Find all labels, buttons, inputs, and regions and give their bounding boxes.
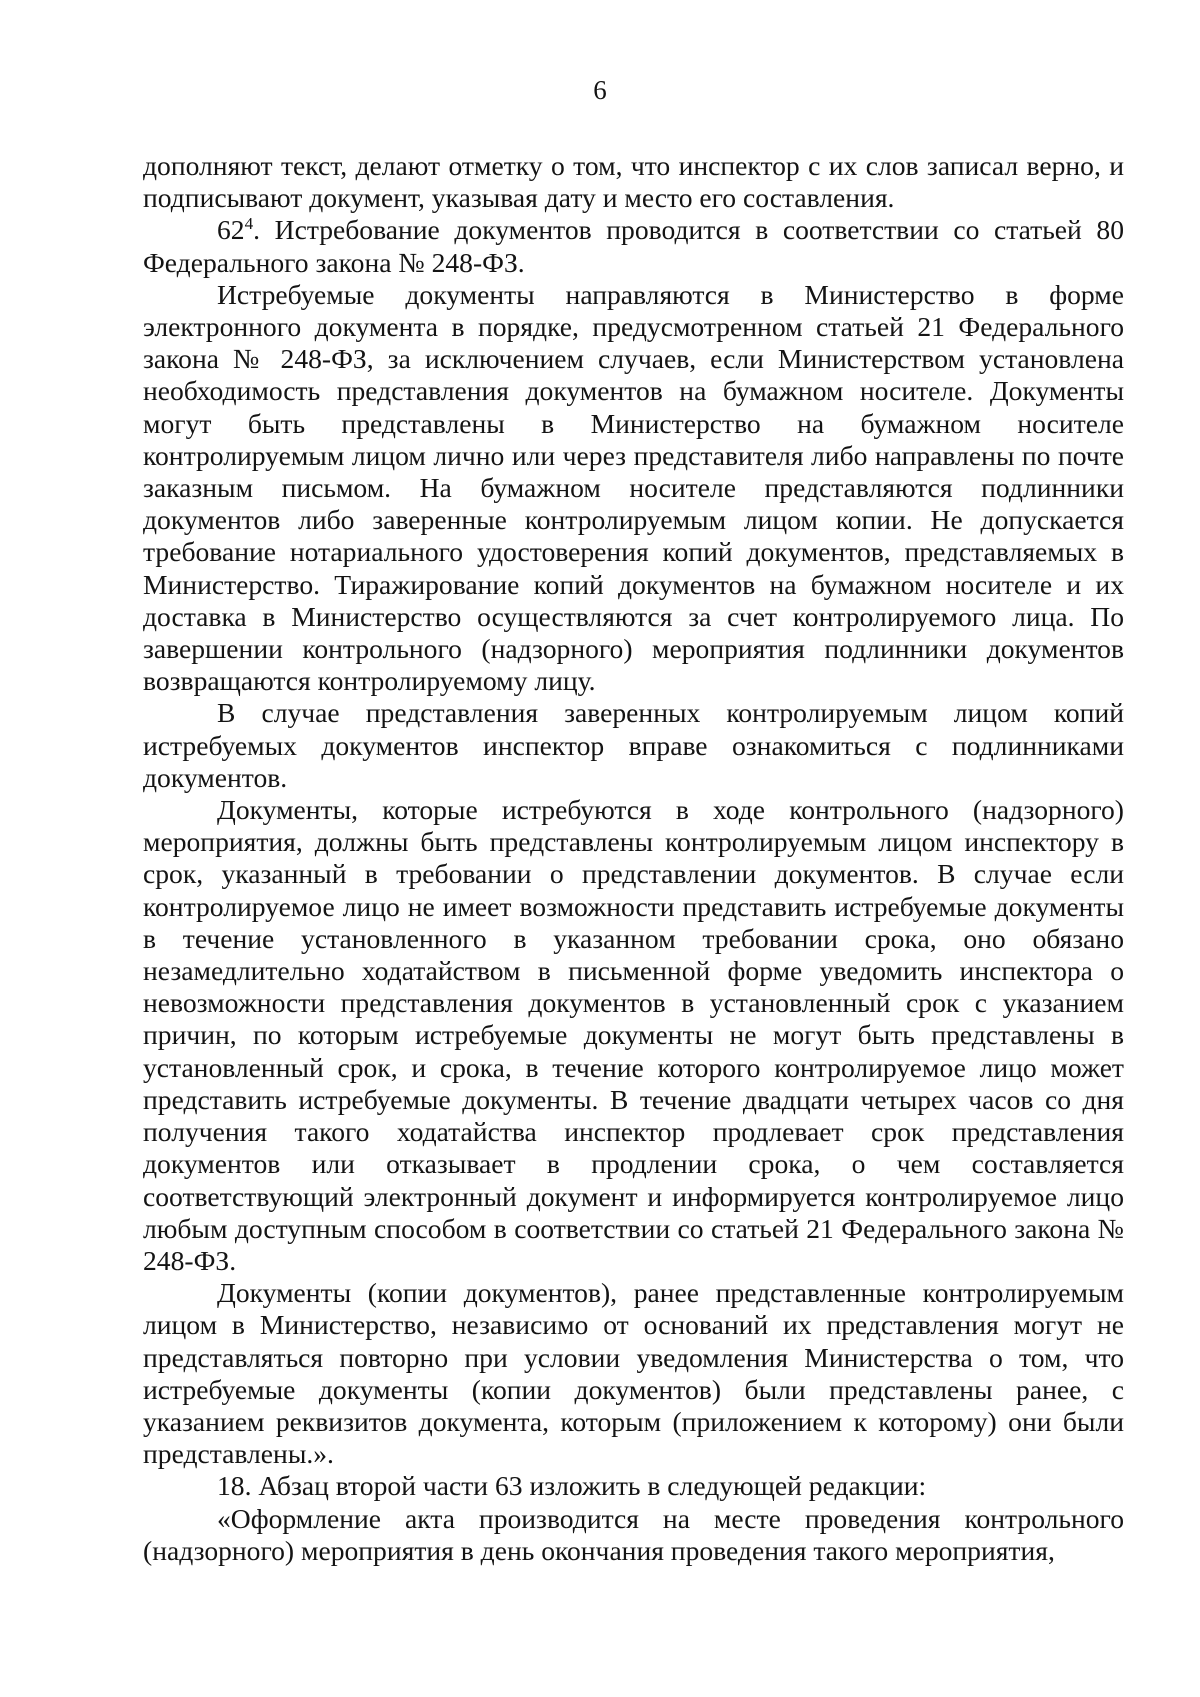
clause-number: 62 (217, 214, 245, 246)
paragraph-act-registration: «Оформление акта производится на месте проведения контрольного (надзорного) мероприятия в день окончания проведения такого мероприятия, (143, 1502, 1124, 1566)
paragraph-item-18: 18. Абзац второй части 63 изложить в следующей редакции: (217, 1470, 927, 1502)
paragraph-continuation: дополняют текст, делают отметку о том, что инспектор с их слов записал верно, и подписывают документ, указывая дату и место его составления. (143, 150, 1124, 214)
clause-text: . Истребование документов проводится в соответствии со статьей 80 Федерального закона № 248-ФЗ. (143, 214, 1124, 278)
paragraph-submission-deadline: Документы, которые истребуются в ходе контрольного (надзорного) мероприятия, должны быть представлены контролируемым лицом инспектору в срок, указанный в требовании о представлении документов. В случае если контролируемое лицо не имеет возможности представить истребуемые документы в течение установленного в указанном требовании срока, оно обязано незамедлительно ходатайством в письменной форме уведомить инспектора о невозможности представления документов в установленный срок с указанием причин, по которым истребуемые документы не могут быть представлены в установленный срок, и срока, в течение которого контролируемое лицо может представить истребуемые документы. В течение двадцати четырех часов со дня получения такого ходатайства инспектор продлевает срок представления документов или отказывает в продлении срока, о чем составляется соответствующий электронный документ и информируется контролируемое лицо любым доступным способом в соответствии со статьей 21 Федерального закона № 248-ФЗ. (143, 794, 1124, 1276)
paragraph-previously-submitted: Документы (копии документов), ранее представленные контролируемым лицом в Министерство, независимо от оснований их представления могут не представляться повторно при условии уведомления Министерства о том, что истребуемые документы (копии документов) были представлены ранее, с указанием реквизитов документа, которым (приложением к которому) они были представлены.». (143, 1277, 1124, 1470)
paragraph-requested-documents: Истребуемые документы направляются в Министерство в форме электронного документа в порядке, предусмотренном статьей 21 Федерального закона № 248-ФЗ, за исключением случаев, если Министерством установлена необходимость представления документов на бумажном носителе. Документы могут быть представлены в Министерство на бумажном носителе контролируемым лицом лично или через представителя либо направлены по почте заказным письмом. На бумажном носителе представляются подлинники документов либо заверенные контролируемым лицом копии. Не допускается требование нотариального удостоверения копий документов, представляемых в Министерство. Тиражирование копий документов на бумажном носителе и их доставка в Министерство осуществляются за счет контролируемого лица. По завершении контрольного (надзорного) мероприятия подлинники документов возвращаются контролируемому лицу. (143, 278, 1124, 697)
paragraph-62-4 (143, 214, 1124, 278)
document-body (143, 150, 1124, 1567)
paragraph-certified-copies: В случае представления заверенных контролируемым лицом копий истребуемых документов инспектор вправе ознакомиться с подлинниками документов. (143, 697, 1124, 793)
clause-superscript: 4 (244, 214, 254, 234)
page-number: 6 (593, 75, 607, 105)
